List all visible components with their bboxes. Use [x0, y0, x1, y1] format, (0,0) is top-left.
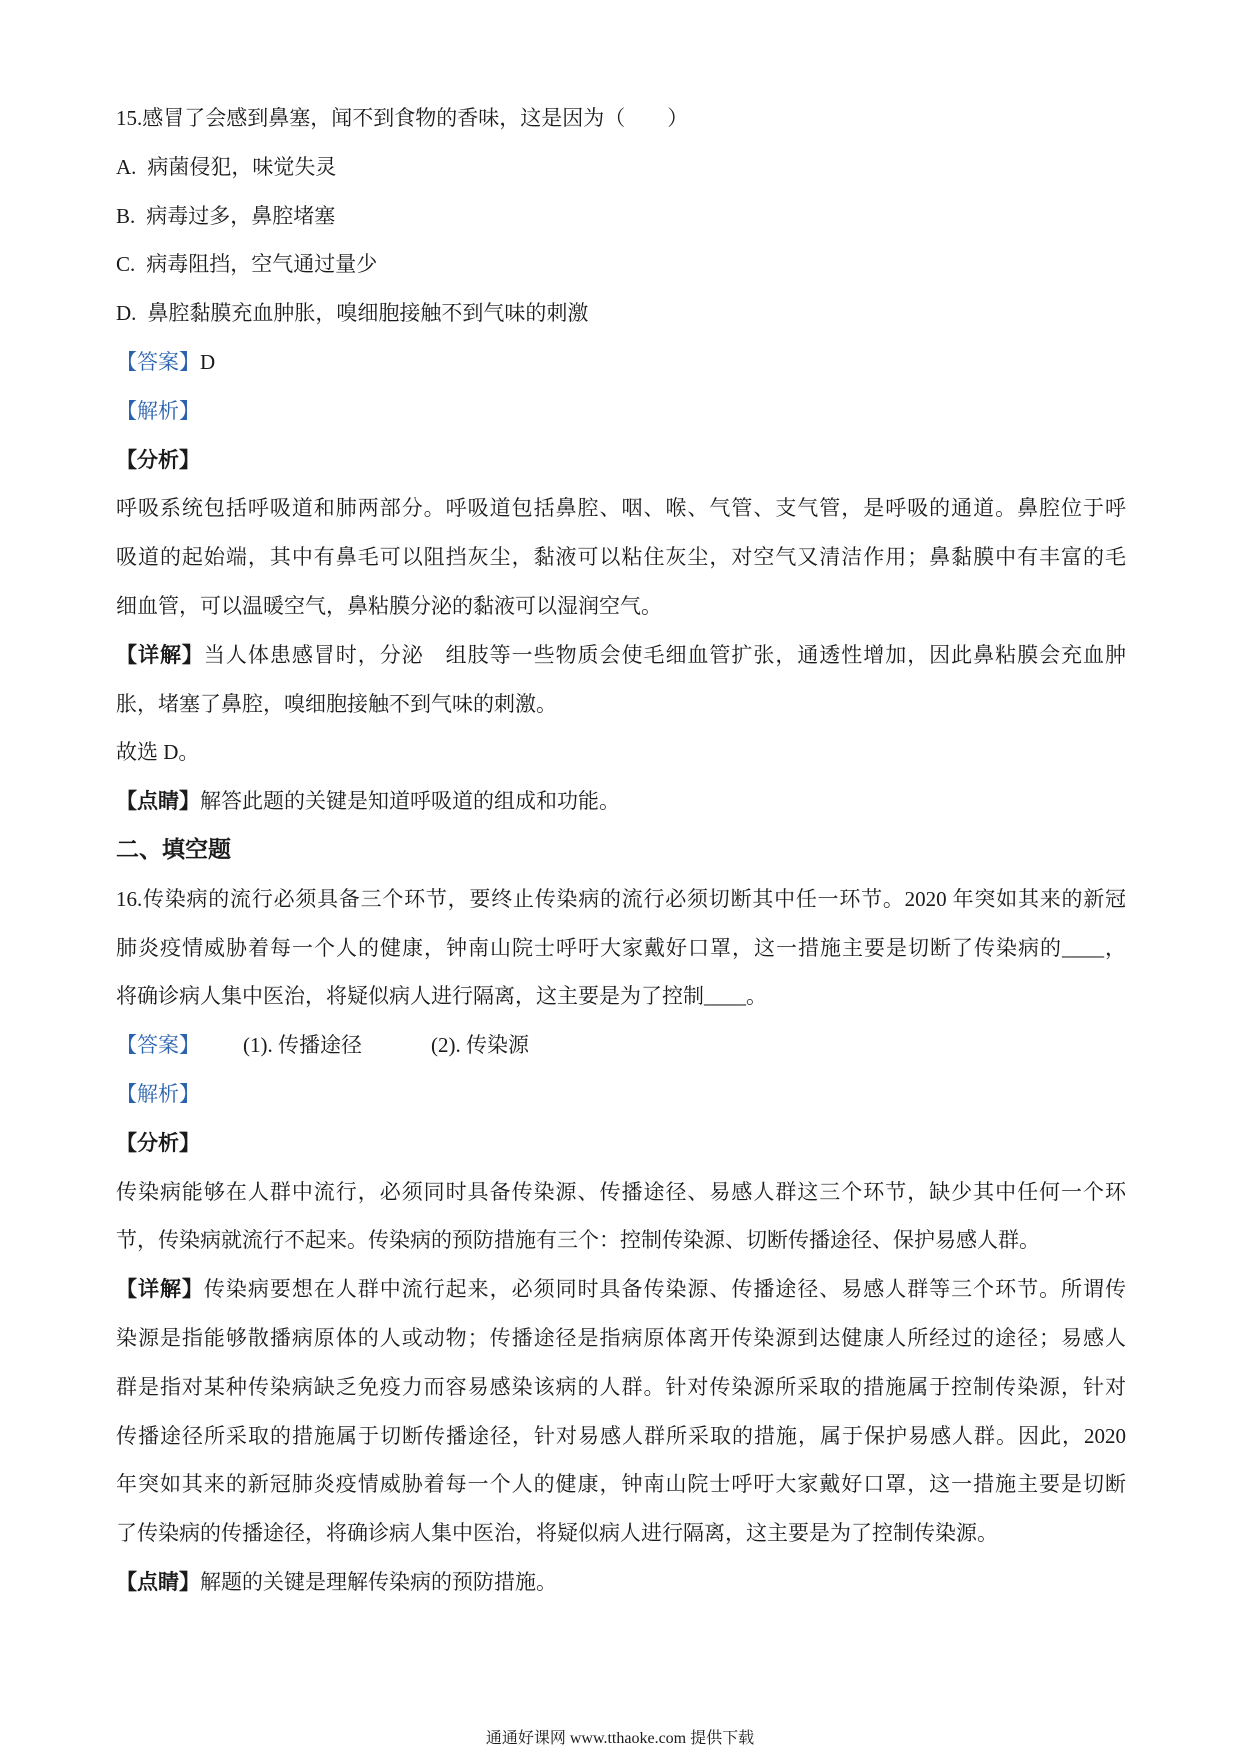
option-text: 病毒阻挡，空气通过量少 [146, 252, 378, 277]
q15-key-point [116, 777, 1126, 826]
answer-label: 【答案】 [116, 349, 200, 374]
document-body [116, 94, 1126, 1607]
q16-answer [116, 1021, 1126, 1070]
option-text: 病毒过多，鼻腔堵塞 [146, 203, 336, 228]
q15-analysis-line: 吸道的起始端，其中有鼻毛可以阻挡灰尘，黏液可以粘住灰尘，对空气又清洁作用；鼻黏膜中有丰富的毛 [116, 545, 1126, 570]
q16-stem-line: 肺炎疫情威胁着每一个人的健康，钟南山院士呼吁大家戴好口罩，这一措施主要是切断了传染病的____， [116, 935, 1126, 960]
q15-explanation-label: 【解析】 [116, 398, 200, 423]
q16-analysis-line: 节，传染病就流行不起来。传染病的预防措施有三个：控制传染源、切断传播途径、保护易感人群。 [116, 1228, 1040, 1253]
q15-detail-line [116, 631, 1126, 680]
q15-analysis-line: 细血管，可以温暖空气，鼻粘膜分泌的黏液可以湿润空气。 [116, 593, 662, 618]
q15-option-b [116, 192, 1126, 241]
q15-option-d [116, 289, 1126, 338]
page-footer: 通通好课网 www.tthaoke.com 提供下载 [485, 1730, 755, 1747]
section-heading: 二、填空题 [116, 836, 231, 862]
answer-label: 【答案】 [116, 1033, 200, 1058]
q15-option-a [116, 143, 1126, 192]
option-label: D. [116, 301, 137, 326]
q16-analysis-label: 【分析】 [116, 1130, 200, 1155]
q16-detail-line [116, 1265, 1126, 1314]
key-point-label: 【点睛】 [116, 1569, 200, 1594]
option-label: B. [116, 203, 136, 228]
option-label: C. [116, 252, 136, 277]
key-point-text: 解题的关键是理解传染病的预防措施。 [200, 1569, 557, 1594]
key-point-text: 解答此题的关键是知道呼吸道的组成和功能。 [200, 789, 620, 814]
detail-text: 传染病要想在人群中流行起来，必须同时具备传染源、传播途径、易感人群等三个环节。所谓传 [203, 1277, 1127, 1302]
q16-detail-line: 传播途径所采取的措施属于切断传播途径，针对易感人群所采取的措施，属于保护易感人群。因此，2020 [116, 1423, 1126, 1448]
detail-label: 【详解】 [116, 1277, 204, 1302]
detail-text: 当人体患感冒时，分泌 组肢等一些物质会使毛细血管扩张，通透性增加，因此鼻粘膜会充血肿 [203, 642, 1127, 667]
option-text: 病菌侵犯，味觉失灵 [147, 154, 337, 179]
option-label: A. [116, 154, 137, 179]
q15-option-c [116, 240, 1126, 289]
q16-analysis-line: 传染病能够在人群中流行，必须同时具备传染源、传播途径、易感人群这三个环节，缺少其中任何一个环 [116, 1179, 1126, 1204]
detail-label: 【详解】 [116, 642, 204, 667]
q16-detail-line: 群是指对某种传染病缺乏免疫力而容易感染该病的人群。针对传染源所采取的措施属于控制传染源，针对 [116, 1374, 1126, 1399]
q15-analysis-line: 呼吸系统包括呼吸道和肺两部分。呼吸道包括鼻腔、咽、喉、气管、支气管，是呼吸的通道。鼻腔位于呼 [116, 496, 1126, 521]
q16-explanation-label: 【解析】 [116, 1081, 200, 1106]
q16-stem-line: 将确诊病人集中医治，将疑似病人进行隔离，这主要是为了控制____。 [116, 984, 767, 1009]
q16-detail-line: 染源是指能够散播病原体的人或动物；传播途径是指病原体离开传染源到达健康人所经过的途径；易感人 [116, 1325, 1126, 1350]
q16-key-point [116, 1558, 1126, 1607]
q15-conclusion: 故选 D。 [116, 740, 200, 765]
q15-answer [116, 338, 1126, 387]
q16-detail-line: 年突如其来的新冠肺炎疫情威胁着每一个人的健康，钟南山院士呼吁大家戴好口罩，这一措施主要是切断 [116, 1472, 1126, 1497]
key-point-label: 【点睛】 [116, 789, 200, 814]
q15-analysis-label: 【分析】 [116, 447, 200, 472]
option-text: 鼻腔黏膜充血肿胀，嗅细胞接触不到气味的刺激 [147, 301, 589, 326]
q15-detail-line: 胀，堵塞了鼻腔，嗅细胞接触不到气味的刺激。 [116, 691, 557, 716]
answer-blank-2: (2). 传染源 [431, 1033, 529, 1058]
q16-stem-line: 16.传染病的流行必须具备三个环节，要终止传染病的流行必须切断其中任一环节。2020 年突如其来的新冠 [116, 886, 1126, 911]
q16-detail-line: 了传染病的传播途径，将确诊病人集中医治，将疑似病人进行隔离，这主要是为了控制传染源。 [116, 1521, 998, 1546]
answer-blank-1: (1). 传播途径 [243, 1033, 362, 1058]
answer-value: D [200, 349, 216, 374]
q15-stem: 15.感冒了会感到鼻塞，闻不到食物的香味，这是因为（ ） [116, 106, 689, 130]
